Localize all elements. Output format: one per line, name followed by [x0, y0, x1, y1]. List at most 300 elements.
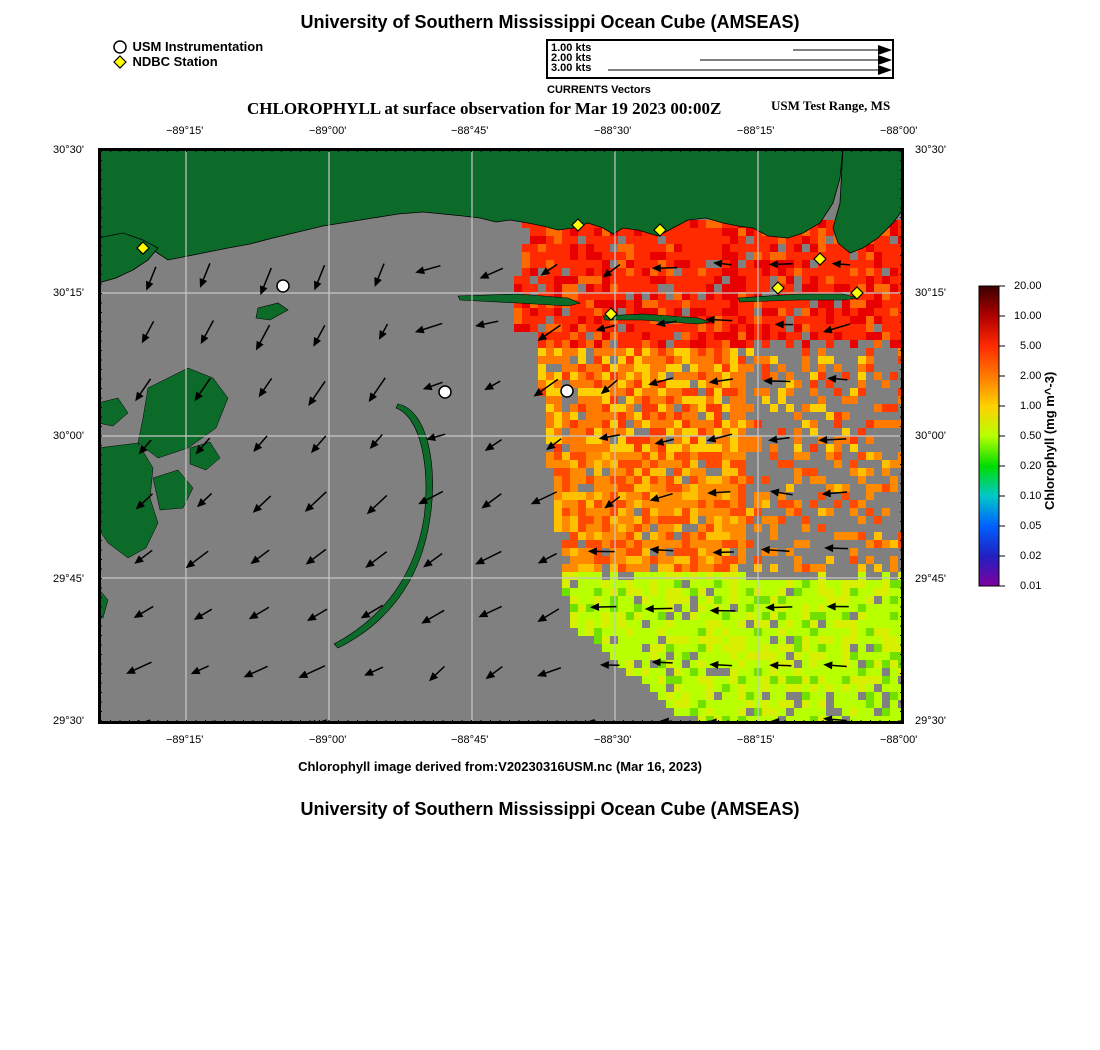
chlorophyll-cell [698, 668, 706, 676]
chlorophyll-cell [674, 228, 682, 236]
chlorophyll-cell [570, 604, 578, 612]
chlorophyll-cell [594, 636, 602, 644]
chlorophyll-cell [834, 532, 842, 540]
chlorophyll-cell [690, 420, 698, 428]
chlorophyll-cell [738, 436, 746, 444]
chlorophyll-cell [794, 676, 802, 684]
chlorophyll-cell [626, 604, 634, 612]
chlorophyll-cell [714, 652, 722, 660]
chlorophyll-cell [818, 508, 826, 516]
chlorophyll-cell [530, 308, 538, 316]
chlorophyll-cell [698, 396, 706, 404]
chlorophyll-cell [834, 452, 842, 460]
chlorophyll-cell [858, 588, 866, 596]
chlorophyll-cell [666, 252, 674, 260]
chlorophyll-cell [714, 276, 722, 284]
chlorophyll-cell [794, 380, 802, 388]
chlorophyll-cell [626, 500, 634, 508]
chlorophyll-cell [634, 468, 642, 476]
chlorophyll-cell [882, 308, 890, 316]
chlorophyll-cell [762, 588, 770, 596]
chlorophyll-cell [706, 324, 714, 332]
chlorophyll-cell [786, 460, 794, 468]
chlorophyll-cell [874, 532, 882, 540]
chlorophyll-cell [802, 612, 810, 620]
chlorophyll-cell [738, 380, 746, 388]
chlorophyll-cell [882, 324, 890, 332]
chlorophyll-cell [618, 644, 626, 652]
chlorophyll-cell [570, 524, 578, 532]
chlorophyll-cell [586, 612, 594, 620]
chlorophyll-cell [794, 468, 802, 476]
chlorophyll-cell [858, 316, 866, 324]
chlorophyll-cell [602, 612, 610, 620]
chlorophyll-cell [626, 620, 634, 628]
chlorophyll-cell [650, 580, 658, 588]
chlorophyll-cell [634, 484, 642, 492]
chlorophyll-cell [562, 356, 570, 364]
usm-station-marker[interactable] [561, 385, 573, 397]
chlorophyll-cell [714, 620, 722, 628]
chlorophyll-cell [578, 436, 586, 444]
chlorophyll-cell [778, 596, 786, 604]
chlorophyll-cell [626, 668, 634, 676]
chlorophyll-cell [690, 228, 698, 236]
chlorophyll-cell [834, 636, 842, 644]
chlorophyll-cell [530, 244, 538, 252]
chlorophyll-cell [826, 340, 834, 348]
chlorophyll-cell [634, 460, 642, 468]
chlorophyll-cell [698, 404, 706, 412]
chlorophyll-cell [602, 644, 610, 652]
chlorophyll-cell [730, 508, 738, 516]
chlorophyll-cell [602, 372, 610, 380]
chlorophyll-cell [738, 524, 746, 532]
chlorophyll-cell [730, 572, 738, 580]
chlorophyll-cell [570, 244, 578, 252]
chlorophyll-cell [658, 508, 666, 516]
lat-tick-left: 30°15' [53, 287, 84, 299]
chlorophyll-cell [826, 588, 834, 596]
chlorophyll-cell [610, 628, 618, 636]
chlorophyll-cell [698, 524, 706, 532]
chlorophyll-cell [882, 620, 890, 628]
chlorophyll-cell [890, 652, 898, 660]
chlorophyll-cell [858, 636, 866, 644]
chlorophyll-cell [722, 708, 730, 716]
chlorophyll-cell [674, 452, 682, 460]
chlorophyll-cell [682, 572, 690, 580]
chlorophyll-cell [738, 708, 746, 716]
chlorophyll-cell [850, 340, 858, 348]
chlorophyll-cell [802, 356, 810, 364]
chlorophyll-cell [802, 340, 810, 348]
chlorophyll-cell [706, 244, 714, 252]
chlorophyll-cell [690, 564, 698, 572]
chlorophyll-cell [818, 524, 826, 532]
chlorophyll-cell [706, 580, 714, 588]
chlorophyll-cell [762, 244, 770, 252]
chlorophyll-cell [538, 236, 546, 244]
chlorophyll-cell [634, 260, 642, 268]
chlorophyll-cell [890, 276, 898, 284]
chlorophyll-cell [674, 308, 682, 316]
chlorophyll-cell [730, 228, 738, 236]
chlorophyll-cell [690, 284, 698, 292]
usm-station-marker[interactable] [439, 386, 451, 398]
chlorophyll-cell [810, 500, 818, 508]
chlorophyll-cell [634, 348, 642, 356]
chlorophyll-cell [690, 348, 698, 356]
chlorophyll-cell [562, 588, 570, 596]
chlorophyll-cell [586, 476, 594, 484]
chlorophyll-cell [746, 268, 754, 276]
chlorophyll-cell [842, 308, 850, 316]
chlorophyll-cell [794, 500, 802, 508]
chlorophyll-cell [610, 588, 618, 596]
chlorophyll-cell [690, 556, 698, 564]
chlorophyll-cell [586, 412, 594, 420]
chlorophyll-cell [890, 300, 898, 308]
chlorophyll-cell [738, 308, 746, 316]
chlorophyll-cell [634, 380, 642, 388]
chlorophyll-cell [610, 476, 618, 484]
chlorophyll-cell [826, 228, 834, 236]
chlorophyll-cell [578, 596, 586, 604]
chlorophyll-cell [554, 500, 562, 508]
chlorophyll-cell [634, 628, 642, 636]
chlorophyll-cell [546, 236, 554, 244]
chlorophyll-cell [610, 468, 618, 476]
chlorophyll-cell [546, 252, 554, 260]
chlorophyll-cell [858, 324, 866, 332]
chlorophyll-cell [650, 284, 658, 292]
chlorophyll-cell [690, 644, 698, 652]
chlorophyll-cell [794, 452, 802, 460]
chlorophyll-cell [794, 300, 802, 308]
chlorophyll-cell [850, 684, 858, 692]
chlorophyll-cell [666, 476, 674, 484]
chlorophyll-cell [834, 460, 842, 468]
chlorophyll-cell [570, 316, 578, 324]
chlorophyll-cell [850, 700, 858, 708]
chlorophyll-cell [722, 516, 730, 524]
chlorophyll-cell [658, 276, 666, 284]
chlorophyll-cell [602, 332, 610, 340]
chlorophyll-cell [602, 452, 610, 460]
colorbar-tick: 0.50 [1020, 430, 1042, 442]
chlorophyll-cell [642, 332, 650, 340]
chlorophyll-cell [530, 324, 538, 332]
chlorophyll-cell [634, 580, 642, 588]
chlorophyll-cell [626, 596, 634, 604]
chlorophyll-cell [746, 276, 754, 284]
chlorophyll-cell [826, 580, 834, 588]
chlorophyll-cell [722, 340, 730, 348]
chlorophyll-cell [730, 276, 738, 284]
chlorophyll-cell [714, 580, 722, 588]
chlorophyll-cell [690, 452, 698, 460]
chlorophyll-cell [554, 236, 562, 244]
chlorophyll-cell [578, 548, 586, 556]
chlorophyll-cell [650, 356, 658, 364]
chlorophyll-cell [634, 324, 642, 332]
chlorophyll-cell [698, 452, 706, 460]
chlorophyll-cell [890, 580, 898, 588]
chlorophyll-cell [714, 460, 722, 468]
chlorophyll-cell [770, 356, 778, 364]
chlorophyll-cell [618, 436, 626, 444]
chlorophyll-cell [690, 484, 698, 492]
chlorophyll-cell [570, 260, 578, 268]
chlorophyll-cell [514, 316, 522, 324]
chlorophyll-cell [618, 516, 626, 524]
chlorophyll-cell [890, 340, 898, 348]
chlorophyll-cell [842, 700, 850, 708]
chlorophyll-cell [578, 604, 586, 612]
chlorophyll-cell [634, 564, 642, 572]
chlorophyll-cell [810, 316, 818, 324]
lat-tick-right: 29°30' [915, 715, 946, 727]
chlorophyll-cell [634, 500, 642, 508]
chlorophyll-cell [818, 268, 826, 276]
chlorophyll-cell [610, 540, 618, 548]
chlorophyll-cell [874, 316, 882, 324]
chlorophyll-cell [538, 340, 546, 348]
chlorophyll-cell [522, 284, 530, 292]
chlorophyll-cell [618, 244, 626, 252]
chlorophyll-cell [650, 452, 658, 460]
chlorophyll-cell [802, 316, 810, 324]
chlorophyll-cell [682, 468, 690, 476]
chlorophyll-cell [746, 316, 754, 324]
chlorophyll-cell [554, 396, 562, 404]
chlorophyll-cell [626, 660, 634, 668]
chlorophyll-cell [866, 316, 874, 324]
chlorophyll-cell [706, 348, 714, 356]
chlorophyll-cell [730, 356, 738, 364]
chlorophyll-cell [738, 252, 746, 260]
chlorophyll-cell [834, 444, 842, 452]
chlorophyll-cell [810, 236, 818, 244]
chlorophyll-cell [810, 668, 818, 676]
chlorophyll-cell [650, 468, 658, 476]
chlorophyll-cell [658, 540, 666, 548]
chlorophyll-cell [706, 284, 714, 292]
chlorophyll-cell [778, 700, 786, 708]
chlorophyll-cell [618, 412, 626, 420]
chlorophyll-cell [810, 420, 818, 428]
chlorophyll-cell [802, 564, 810, 572]
chlorophyll-cell [698, 372, 706, 380]
chlorophyll-map[interactable] [98, 148, 904, 724]
chlorophyll-cell [698, 284, 706, 292]
chlorophyll-cell [610, 604, 618, 612]
chlorophyll-cell [770, 516, 778, 524]
chlorophyll-cell [570, 516, 578, 524]
chlorophyll-cell [722, 700, 730, 708]
chlorophyll-cell [706, 548, 714, 556]
chlorophyll-cell [690, 500, 698, 508]
chlorophyll-cell [770, 588, 778, 596]
chlorophyll-cell [882, 588, 890, 596]
chlorophyll-cell [626, 468, 634, 476]
chlorophyll-cell [866, 364, 874, 372]
chlorophyll-cell [618, 508, 626, 516]
chlorophyll-cell [834, 620, 842, 628]
chlorophyll-cell [834, 676, 842, 684]
chlorophyll-cell [650, 324, 658, 332]
chlorophyll-cell [706, 612, 714, 620]
chlorophyll-cell [858, 708, 866, 716]
chlorophyll-cell [794, 652, 802, 660]
chlorophyll-cell [682, 652, 690, 660]
chlorophyll-cell [802, 364, 810, 372]
chlorophyll-cell [730, 684, 738, 692]
chlorophyll-cell [850, 316, 858, 324]
chlorophyll-cell [578, 356, 586, 364]
chlorophyll-cell [578, 332, 586, 340]
vector-key-caption: CURRENTS Vectors [547, 84, 651, 96]
lon-tick-top: −89°00' [309, 125, 347, 137]
chlorophyll-cell [658, 300, 666, 308]
chlorophyll-cell [666, 388, 674, 396]
chlorophyll-cell [882, 284, 890, 292]
chlorophyll-cell [594, 612, 602, 620]
vector-key-label-3: 3.00 kts [551, 62, 592, 74]
chlorophyll-cell [562, 452, 570, 460]
chlorophyll-cell [706, 708, 714, 716]
chlorophyll-cell [842, 284, 850, 292]
chlorophyll-cell [826, 244, 834, 252]
chlorophyll-cell [626, 508, 634, 516]
chlorophyll-cell [658, 460, 666, 468]
chlorophyll-cell [850, 508, 858, 516]
chlorophyll-cell [674, 428, 682, 436]
chlorophyll-cell [770, 548, 778, 556]
chlorophyll-cell [626, 252, 634, 260]
chlorophyll-cell [850, 436, 858, 444]
chlorophyll-cell [866, 556, 874, 564]
chlorophyll-cell [746, 260, 754, 268]
chlorophyll-cell [666, 444, 674, 452]
chlorophyll-cell [634, 364, 642, 372]
chlorophyll-cell [650, 684, 658, 692]
chlorophyll-cell [586, 244, 594, 252]
chlorophyll-cell [658, 580, 666, 588]
chlorophyll-cell [738, 628, 746, 636]
chlorophyll-cell [738, 420, 746, 428]
chlorophyll-cell [866, 652, 874, 660]
chlorophyll-cell [642, 668, 650, 676]
chlorophyll-cell [690, 436, 698, 444]
chlorophyll-cell [794, 476, 802, 484]
chlorophyll-cell [802, 252, 810, 260]
chlorophyll-cell [554, 452, 562, 460]
chlorophyll-cell [690, 220, 698, 228]
chlorophyll-cell [578, 364, 586, 372]
usm-marker-icon [112, 40, 128, 54]
chlorophyll-cell [594, 332, 602, 340]
chlorophyll-cell [666, 236, 674, 244]
chlorophyll-cell [618, 652, 626, 660]
chlorophyll-cell [738, 572, 746, 580]
chlorophyll-cell [834, 668, 842, 676]
chlorophyll-cell [866, 492, 874, 500]
chlorophyll-cell [762, 492, 770, 500]
colorbar-tick: 5.00 [1020, 340, 1042, 352]
chlorophyll-cell [842, 644, 850, 652]
chlorophyll-cell [882, 708, 890, 716]
chlorophyll-cell [562, 364, 570, 372]
chlorophyll-cell [570, 412, 578, 420]
chlorophyll-cell [546, 228, 554, 236]
usm-station-marker[interactable] [277, 280, 289, 292]
chlorophyll-cell [602, 236, 610, 244]
chlorophyll-cell [626, 444, 634, 452]
chlorophyll-cell [626, 476, 634, 484]
chlorophyll-cell [626, 364, 634, 372]
chlorophyll-cell [802, 524, 810, 532]
chlorophyll-cell [690, 516, 698, 524]
chlorophyll-cell [874, 268, 882, 276]
chlorophyll-cell [562, 236, 570, 244]
chlorophyll-cell [762, 316, 770, 324]
chlorophyll-cell [674, 596, 682, 604]
chlorophyll-cell [674, 460, 682, 468]
chlorophyll-cell [690, 428, 698, 436]
chlorophyll-cell [594, 252, 602, 260]
chlorophyll-cell [634, 476, 642, 484]
chlorophyll-cell [834, 700, 842, 708]
chlorophyll-cell [818, 636, 826, 644]
chlorophyll-cell [850, 444, 858, 452]
chlorophyll-cell [722, 420, 730, 428]
chlorophyll-cell [818, 588, 826, 596]
chlorophyll-cell [666, 404, 674, 412]
chlorophyll-cell [650, 676, 658, 684]
chlorophyll-cell [850, 588, 858, 596]
chlorophyll-cell [634, 340, 642, 348]
chlorophyll-cell [794, 612, 802, 620]
chlorophyll-cell [698, 340, 706, 348]
chlorophyll-cell [602, 444, 610, 452]
chlorophyll-cell [650, 636, 658, 644]
chlorophyll-cell [674, 644, 682, 652]
chlorophyll-cell [666, 412, 674, 420]
chlorophyll-cell [586, 556, 594, 564]
chlorophyll-cell [586, 324, 594, 332]
chlorophyll-cell [890, 228, 898, 236]
vector-key-arrows [548, 41, 892, 77]
chlorophyll-cell [562, 260, 570, 268]
chlorophyll-cell [706, 692, 714, 700]
chlorophyll-cell [578, 316, 586, 324]
chlorophyll-cell [858, 364, 866, 372]
chlorophyll-cell [634, 548, 642, 556]
chlorophyll-cell [594, 348, 602, 356]
chlorophyll-cell [818, 396, 826, 404]
chlorophyll-cell [674, 412, 682, 420]
ndbc-marker-icon [112, 55, 128, 69]
chlorophyll-cell [730, 236, 738, 244]
chlorophyll-cell [642, 348, 650, 356]
chlorophyll-cell [570, 404, 578, 412]
chlorophyll-cell [858, 620, 866, 628]
chlorophyll-cell [610, 276, 618, 284]
chlorophyll-cell [594, 572, 602, 580]
chlorophyll-cell [658, 420, 666, 428]
